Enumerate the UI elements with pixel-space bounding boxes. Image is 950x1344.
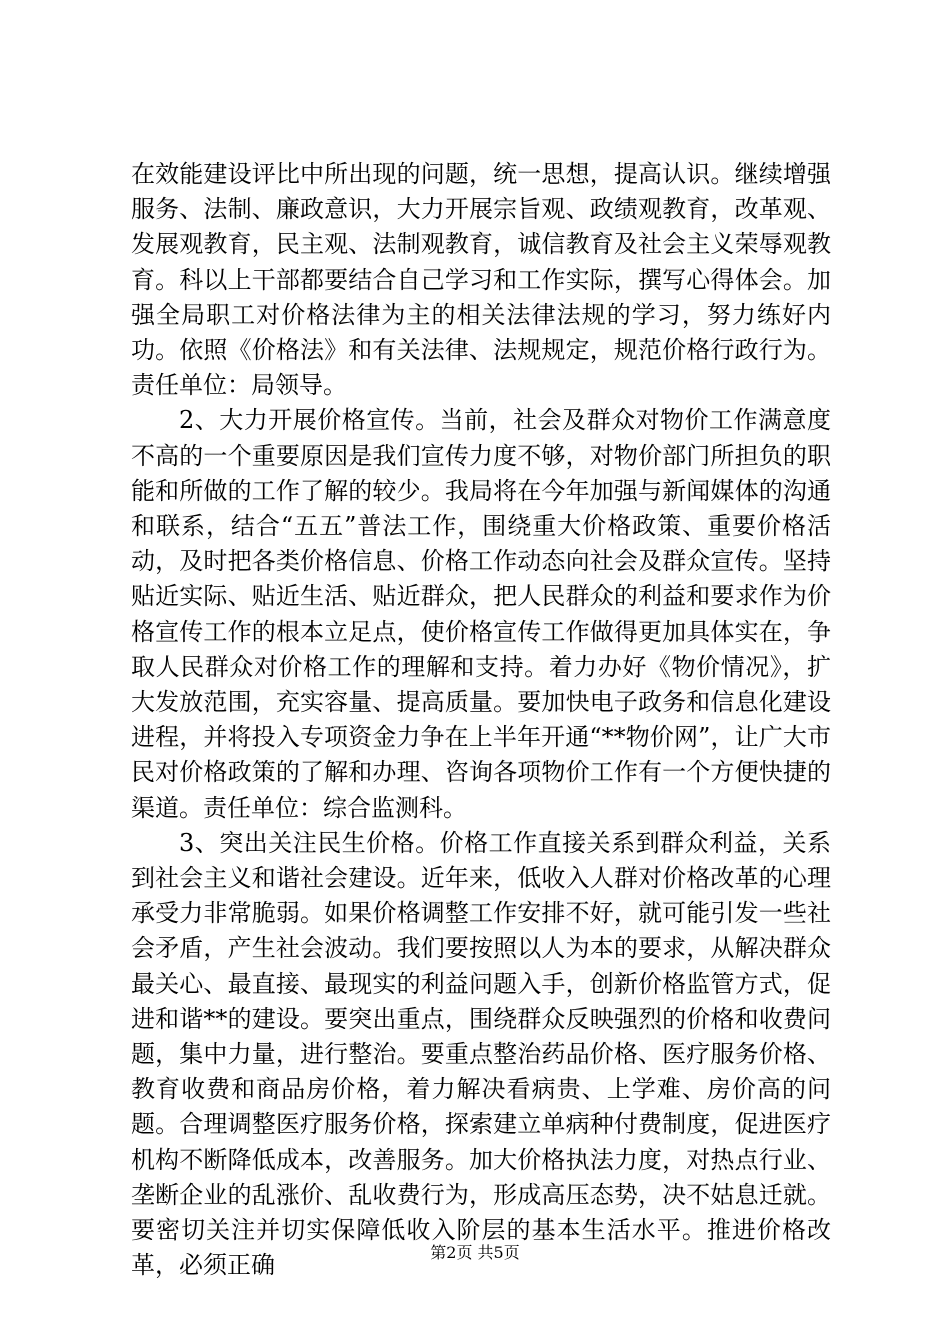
paragraph-continued: 在效能建设评比中所出现的问题，统一思想，提高认识。继续增强服务、法制、廉政意识，大力开展宗旨观、政绩观教育，改革观、发展观教育，民主观、法制观教育，诚信教育及社会主义荣辱观教育。科以上干部都要结合自己学习和工作实际，撰写心得体会。加强全局职工对价格法律为主的相关法律法规的学习，努力练好内功。依照《价格法》和有关法律、法规规定，规范价格行政行为。责任单位：局领导。 bbox=[131, 160, 831, 400]
page-number-footer: 第2页 共5页 bbox=[430, 1243, 520, 1262]
document-body bbox=[131, 157, 831, 1284]
paragraph-price-publicity: 2、大力开展价格宣传。当前，社会及群众对物价工作满意度不高的一个重要原因是我们宣传力度不够，对物价部门所担负的职能和所做的工作了解的较少。我局将在今年加强与新闻媒体的沟通和联系，结合“五五”普法工作，围绕重大价格政策、重要价格活动，及时把各类价格信息、价格工作动态向社会及群众宣传。坚持贴近实际、贴近生活、贴近群众，把人民群众的利益和要求作为价格宣传工作的根本立足点，使价格宣传工作做得更加具体实在，争取人民群众对价格工作的理解和支持。着力办好《物价情况》，扩大发放范围，充实容量、提高质量。要加快电子政务和信息化建设进程，并将投入专项资金力争在上半年开通“**物价网”，让广大市民对价格政策的了解和办理、咨询各项物价工作有一个方便快捷的渠道。责任单位：综合监测科。 bbox=[131, 406, 831, 822]
paragraph-livelihood-prices: 3、突出关注民生价格。价格工作直接关系到群众利益，关系到社会主义和谐社会建设。近年来，低收入人群对价格改革的心理承受力非常脆弱。如果价格调整工作安排不好，就可能引发一些社会矛盾，产生社会波动。我们要按照以人为本的要求，从解决群众最关心、最直接、最现实的利益问题入手，创新价格监管方式，促进和谐**的建设。要突出重点，围绕群众反映强烈的价格和收费问题，集中力量，进行整治。要重点整治药品价格、医疗服务价格、教育收费和商品房价格，着力解决看病贵、上学难、房价高的问题。合理调整医疗服务价格，探索建立单病种付费制度，促进医疗机构不断降低成本，改善服务。加大价格执法力度，对热点行业、垄断企业的乱涨价、乱收费行为，形成高压态势，决不姑息迁就。要密切关注并切实保障低收入阶层的基本生活水平。推进价格改革，必须正确 bbox=[131, 828, 831, 1280]
